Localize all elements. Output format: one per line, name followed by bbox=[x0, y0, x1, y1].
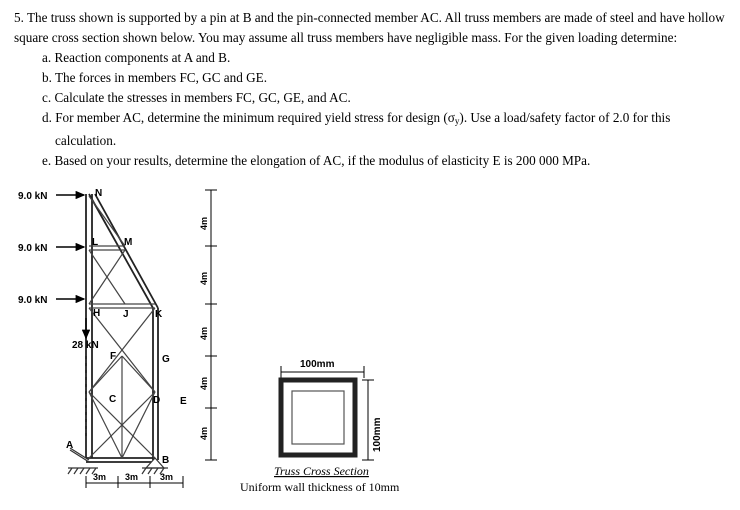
cross-section-note: Uniform wall thickness of 10mm bbox=[240, 480, 400, 494]
node-label-a: A bbox=[66, 440, 74, 451]
cross-section-inner bbox=[292, 391, 344, 444]
cross-section-width-label: 100mm bbox=[300, 359, 335, 370]
part-c: c. Calculate the stresses in members FC, GC, GE, and AC. bbox=[42, 90, 351, 105]
node-label-k: K bbox=[155, 309, 163, 320]
dim-vertical-1: 4m bbox=[199, 216, 209, 230]
truss-web-members bbox=[89, 196, 155, 458]
dim-vertical-2: 4m bbox=[199, 271, 209, 285]
cross-section-height-label: 100mm bbox=[372, 417, 383, 452]
part-d-continued: calculation. bbox=[55, 133, 117, 148]
node-label-n: N bbox=[95, 188, 103, 199]
load-label-middle: 9.0 kN bbox=[18, 243, 48, 254]
node-label-d: D bbox=[153, 395, 161, 406]
part-a: a. Reaction components at A and B. bbox=[42, 50, 231, 65]
node-label-h: H bbox=[93, 308, 101, 319]
node-label-f: F bbox=[110, 351, 117, 362]
dim-horizontal-1: 3m bbox=[93, 472, 107, 482]
part-d-text: d. For member AC, determine the minimum required yield stress for design (σ bbox=[42, 110, 455, 125]
part-d-text-end: ). Use a load/safety factor of 2.0 for this bbox=[459, 110, 671, 125]
load-label-bottom: 9.0 kN bbox=[18, 295, 48, 306]
problem-intro: 5. The truss shown is supported by a pin at B and the pin-connected member AC. All truss members are made of steel and have hollow square cross section shown below. You may assume all truss members have negligible mass. For the given loading determine: bbox=[14, 10, 725, 45]
node-label-j: J bbox=[123, 309, 129, 320]
cross-section bbox=[240, 359, 400, 494]
node-label-m: M bbox=[124, 237, 133, 248]
node-label-b: B bbox=[162, 455, 170, 466]
part-d-subscript: y bbox=[454, 116, 460, 126]
horizontal-loads bbox=[18, 191, 84, 306]
dim-horizontal-2: 3m bbox=[125, 472, 139, 482]
node-label-c: C bbox=[109, 394, 117, 405]
dim-vertical-4: 4m bbox=[199, 376, 209, 390]
dim-vertical-3: 4m bbox=[199, 326, 209, 340]
node-label-l: L bbox=[92, 237, 99, 248]
load-label-top: 9.0 kN bbox=[18, 191, 48, 202]
node-label-g: G bbox=[162, 354, 170, 365]
part-b: b. The forces in members FC, GC and GE. bbox=[42, 70, 268, 85]
node-label-e: E bbox=[180, 396, 187, 407]
support-a bbox=[68, 448, 98, 474]
cross-section-title: Truss Cross Section bbox=[274, 464, 369, 478]
down-load-label: 28 kN bbox=[72, 340, 99, 351]
dim-horizontal-3: 3m bbox=[160, 472, 174, 482]
part-e: e. Based on your results, determine the elongation of AC, if the modulus of elasticity E is 200 000 MPa. bbox=[42, 153, 591, 168]
dim-vertical-5: 4m bbox=[199, 426, 209, 440]
node-labels bbox=[66, 188, 187, 466]
